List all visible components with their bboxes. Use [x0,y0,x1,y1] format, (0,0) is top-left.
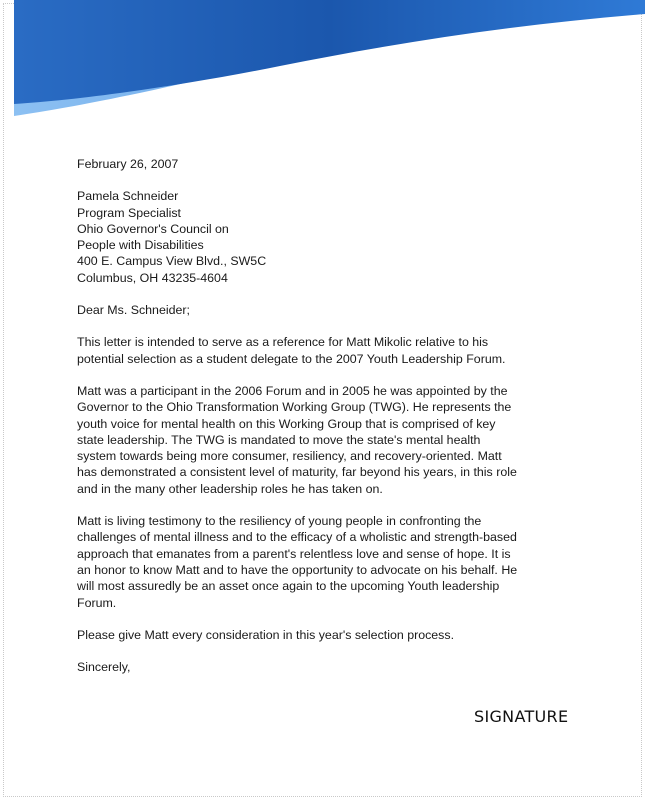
address-line: Ohio Governor's Council on [77,221,229,236]
body-paragraph: Please give Matt every consideration in this year's selection process. [77,627,455,642]
address-line: Columbus, OH 43235-4604 [77,270,228,285]
letter-date: February 26, 2007 [77,157,179,171]
body-paragraph: This letter is intended to serve as a reference for Matt Mikolic relative to his potential selection as a student delegate to the 2007 Youth Leadership Forum. [77,335,506,366]
closing: Sincerely, [77,660,131,675]
address-line: Program Specialist [77,205,181,220]
letter-body [77,156,597,675]
body-paragraph: Matt is living testimony to the resiliency of young people in confronting the challenges of mental illness and to the efficacy of a wholistic and strength-based approach that emanates from a parent's relentless love and sense of hope. It is an honor to know Matt and to have the opportunity to advocate on his behalf. He will most assuredly be an asset once again to the upcoming Youth leadership Forum. [77,514,518,610]
header-swoosh-graphic [0,0,645,125]
salutation: Dear Ms. Schneider; [77,303,190,318]
body-paragraph: Matt was a participant in the 2006 Forum and in 2005 he was appointed by the Governor to the Ohio Transformation Working Group (TWG). He represents the youth voice for mental health on this Working Group that is comprised of key state leadership. The TWG is mandated to move the state's mental health system towards being more consumer, resiliency, and recovery-oriented. Matt has demonstrated a consistent level of maturity, far beyond his years, in this role and in the many other leadership roles he has taken on. [77,383,517,496]
address-line: People with Disabilities [77,238,204,253]
signature-placeholder: SIGNATURE [474,707,569,726]
recipient-address [77,188,597,286]
address-line: Pamela Schneider [77,189,179,204]
address-line: 400 E. Campus View Blvd., SW5C [77,254,267,269]
